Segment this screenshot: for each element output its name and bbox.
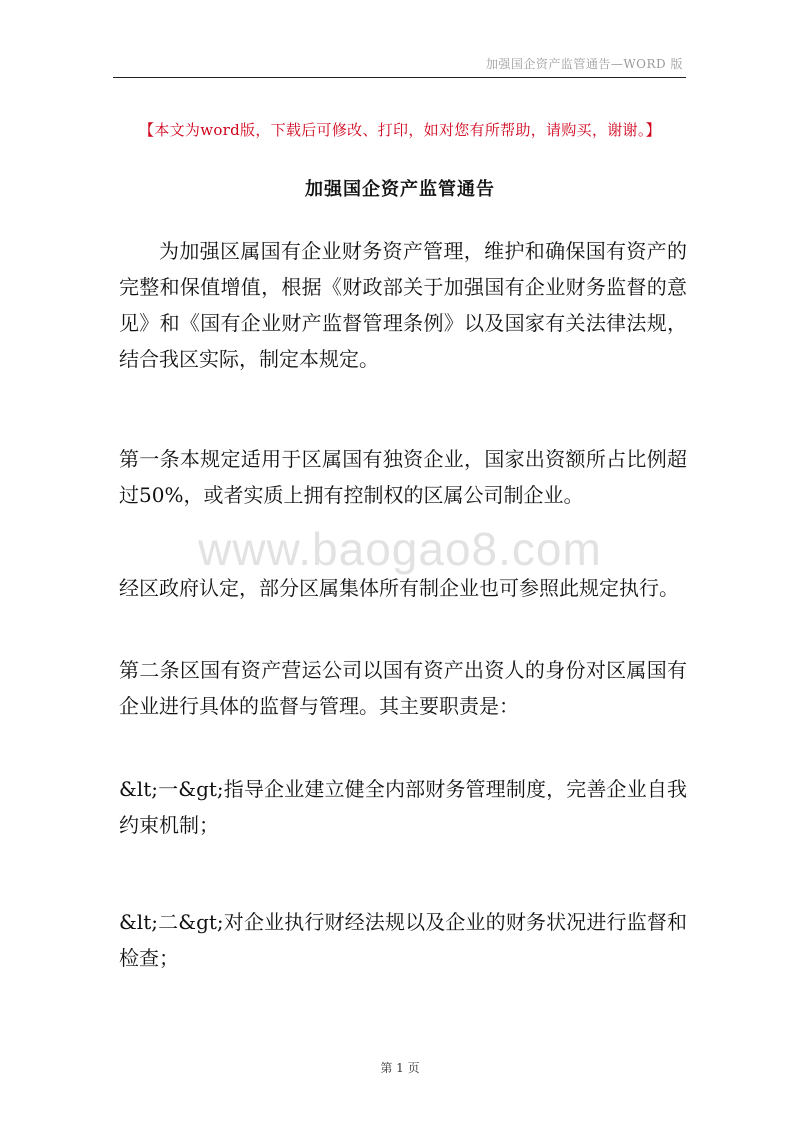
header-rule [113,77,686,78]
paragraph-item-1: &lt;一&gt;指导企业建立健全内部财务管理制度，完善企业自我约束机制； [119,777,687,837]
watermark: www.baogao8.com [198,523,602,575]
page-number: 第 1 页 [380,1061,420,1075]
paragraph-intro: 为加强区属国有企业财务资产管理，维护和确保国有资产的完整和保值增值，根据《财政部关于加强国有企业财务监督的意见》和《国有企业财产监督管理条例》以及国家有关法律法规，结合我区实际，制定本规定。 [119,239,687,371]
document-title: 加强国企资产监管通告 [305,179,495,200]
purchase-notice: 【本文为word版，下载后可修改、打印，如对您有所帮助，请购买，谢谢。】 [139,121,661,139]
paragraph-article-1: 第一条本规定适用于区属国有独资企业，国家出资额所占比例超过50%，或者实质上拥有控制权的区属公司制企业。 [119,447,687,507]
running-header: 加强国企资产监管通告—WORD 版 [485,57,683,71]
paragraph-article-2: 第二条区国有资产营运公司以国有资产出资人的身份对区属国有企业进行具体的监督与管理。其主要职责是： [119,658,687,718]
paragraph-article-1-note: 经区政府认定，部分区属集体所有制企业也可参照此规定执行。 [119,576,679,600]
paragraph-item-2: &lt;二&gt;对企业执行财经法规以及企业的财务状况进行监督和检查； [119,910,687,970]
